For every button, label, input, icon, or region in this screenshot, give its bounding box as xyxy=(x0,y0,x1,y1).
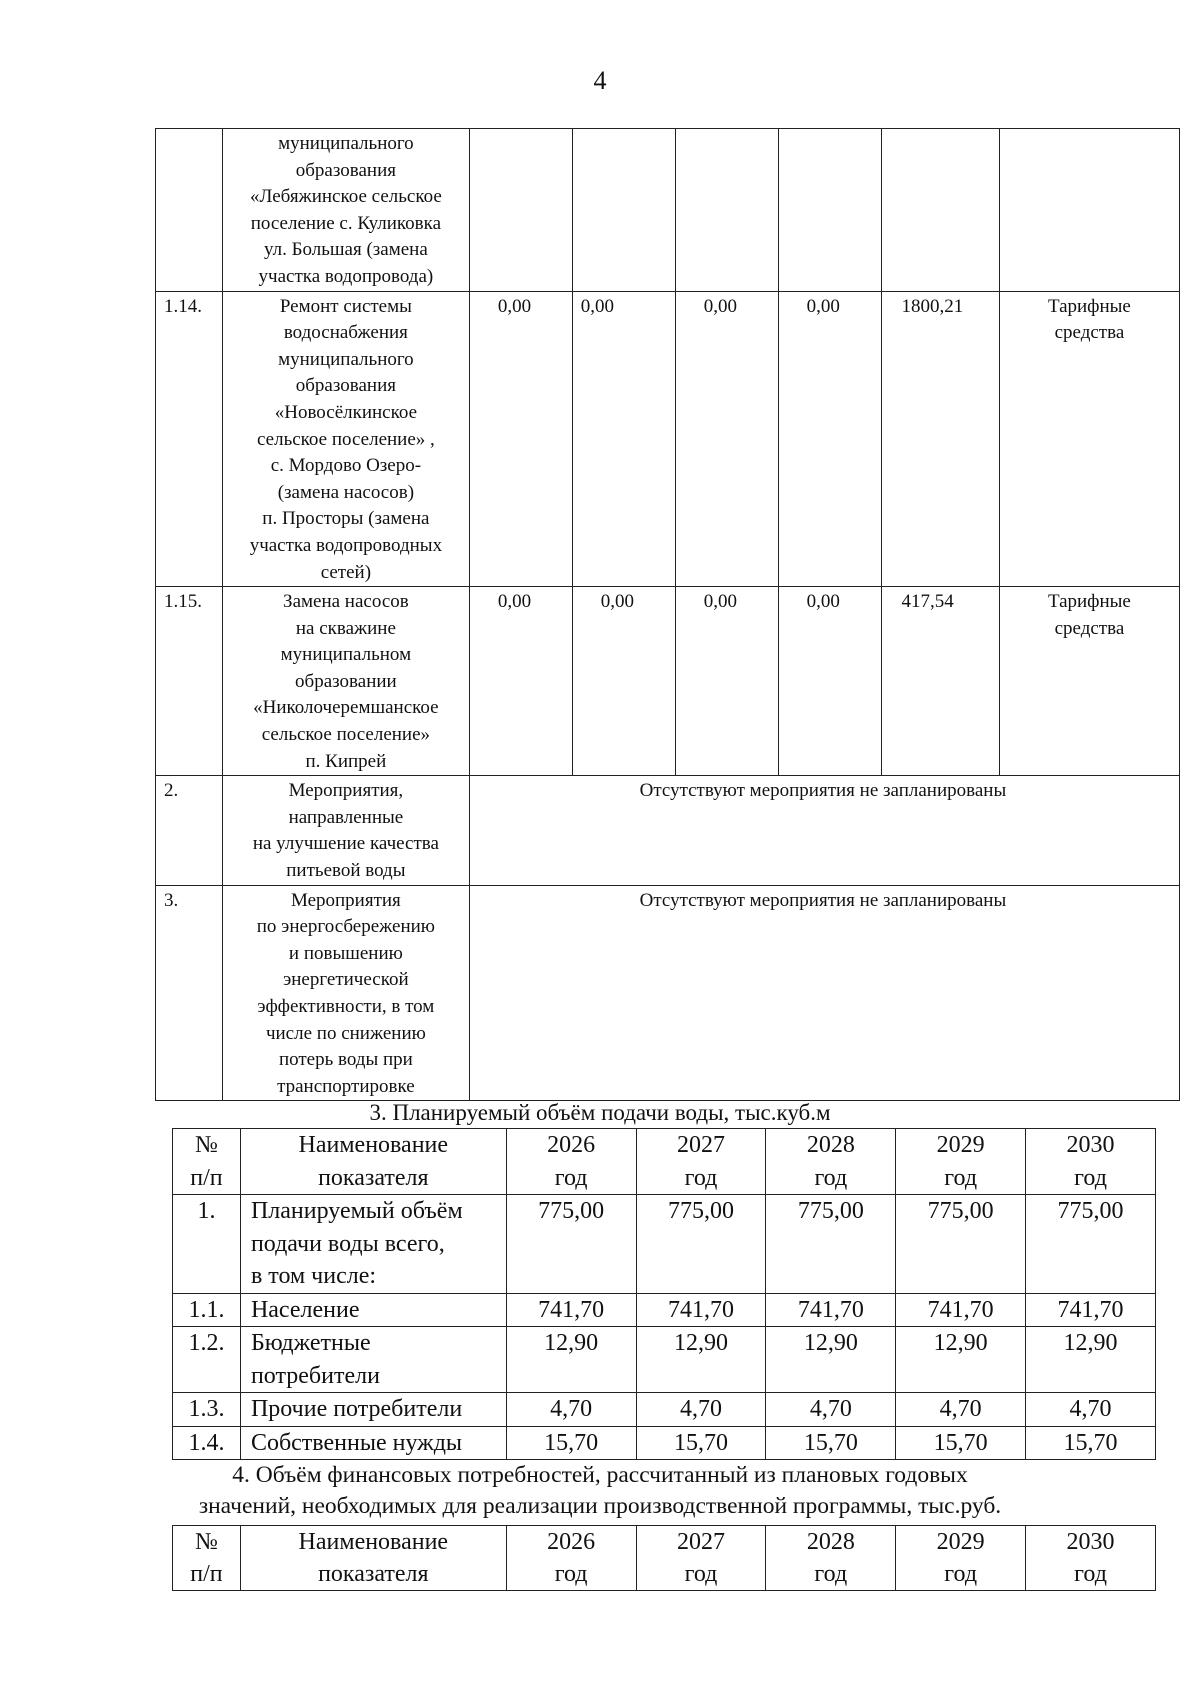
financial-needs-table xyxy=(172,1525,1156,1591)
table-row xyxy=(156,291,1180,587)
name-header: Наименование показателя xyxy=(240,1526,506,1591)
table-row xyxy=(173,1393,1156,1427)
source-cell: Тарифные средства xyxy=(999,587,1179,776)
section-4-title: 4. Объём финансовых потребностей, рассчитанный из плановых годовых значений, необходимых для реализации производственной программы, тыс.руб. xyxy=(198,1462,1002,1519)
value-cell: 15,70 xyxy=(506,1426,636,1460)
value-cell: 0,00 xyxy=(675,587,778,776)
value-cell: 12,90 xyxy=(636,1327,766,1393)
value-cell: 0,00 xyxy=(675,291,778,587)
row-number: 1.15. xyxy=(156,587,223,776)
value-cell: 0,00 xyxy=(469,587,572,776)
value-cell: 775,00 xyxy=(896,1195,1026,1294)
name-cell: Мероприятия, направленные на улучшение качества питьевой воды xyxy=(222,776,469,885)
value-cell: 15,70 xyxy=(636,1426,766,1460)
water-supply-volume-table xyxy=(172,1128,1156,1460)
table-row xyxy=(173,1195,1156,1294)
year-header: 2029 год xyxy=(896,1129,1026,1195)
num-header: № п/п xyxy=(173,1526,241,1591)
value-cell: 0,00 xyxy=(572,587,675,776)
header-row xyxy=(173,1129,1156,1195)
value-cell: 741,70 xyxy=(506,1293,636,1327)
table-row xyxy=(156,587,1180,776)
year-header: 2030 год xyxy=(1026,1129,1156,1195)
row-number: 1.2. xyxy=(173,1327,241,1393)
value-cell xyxy=(675,129,778,292)
value-cell: 4,70 xyxy=(766,1393,896,1427)
value-cell: 741,70 xyxy=(766,1293,896,1327)
table-row xyxy=(156,129,1180,292)
value-cell: 741,70 xyxy=(636,1293,766,1327)
value-cell: 4,70 xyxy=(506,1393,636,1427)
name-cell: Бюджетные потребители xyxy=(240,1327,506,1393)
value-cell: 0,00 xyxy=(778,291,881,587)
num-header: № п/п xyxy=(173,1129,241,1195)
name-cell: Прочие потребители xyxy=(240,1393,506,1427)
value-cell: 741,70 xyxy=(896,1293,1026,1327)
value-cell: 775,00 xyxy=(766,1195,896,1294)
year-header: 2026 год xyxy=(506,1129,636,1195)
value-cell: 1800,21 xyxy=(881,291,999,587)
value-cell: 4,70 xyxy=(636,1393,766,1427)
name-cell: Собственные нужды xyxy=(240,1426,506,1460)
value-cell xyxy=(572,129,675,292)
value-cell: 12,90 xyxy=(506,1327,636,1393)
name-cell: Замена насосов на скважине муниципальном образовании «Николочеремшанское сельское поселение» п. Кипрей xyxy=(222,587,469,776)
value-cell: 775,00 xyxy=(506,1195,636,1294)
value-cell: 775,00 xyxy=(1026,1195,1156,1294)
no-measures-note: Отсутствуют мероприятия не запланированы xyxy=(469,885,1179,1101)
value-cell: 4,70 xyxy=(896,1393,1026,1427)
table-row xyxy=(173,1327,1156,1393)
value-cell: 12,90 xyxy=(766,1327,896,1393)
value-cell: 0,00 xyxy=(469,291,572,587)
value-cell: 741,70 xyxy=(1026,1293,1156,1327)
name-cell: Население xyxy=(240,1293,506,1327)
row-number: 1.1. xyxy=(173,1293,241,1327)
name-cell: Ремонт системы водоснабжения муниципального образования «Новосёлкинское сельское поселение» , с. Мордово Озеро- (замена насосов) п. Просторы (замена участка водопроводных сетей) xyxy=(222,291,469,587)
year-header: 2026 год xyxy=(506,1526,636,1591)
year-header: 2027 год xyxy=(636,1129,766,1195)
row-number: 2. xyxy=(156,776,223,885)
row-number: 3. xyxy=(156,885,223,1101)
row-number: 1.4. xyxy=(173,1426,241,1460)
value-cell: 775,00 xyxy=(636,1195,766,1294)
row-number: 1. xyxy=(173,1195,241,1294)
value-cell xyxy=(469,129,572,292)
page-number: 4 xyxy=(593,66,607,95)
table-row xyxy=(173,1426,1156,1460)
source-cell xyxy=(999,129,1179,292)
name-cell: Мероприятия по энергосбережению и повышению энергетической эффективности, в том числе по снижению потерь воды при транспортировке xyxy=(222,885,469,1101)
value-cell: 0,00 xyxy=(572,291,675,587)
value-cell: 417,54 xyxy=(881,587,999,776)
source-cell: Тарифные средства xyxy=(999,291,1179,587)
value-cell: 0,00 xyxy=(778,587,881,776)
no-measures-note: Отсутствуют мероприятия не запланированы xyxy=(469,776,1179,885)
year-header: 2028 год xyxy=(766,1129,896,1195)
name-cell: Планируемый объём подачи воды всего, в том числе: xyxy=(240,1195,506,1294)
value-cell: 12,90 xyxy=(1026,1327,1156,1393)
value-cell: 12,90 xyxy=(896,1327,1026,1393)
table-row xyxy=(173,1293,1156,1327)
year-header: 2030 год xyxy=(1026,1526,1156,1591)
value-cell xyxy=(778,129,881,292)
row-number: 1.14. xyxy=(156,291,223,587)
program-measures-table xyxy=(155,128,1180,1101)
value-cell: 4,70 xyxy=(1026,1393,1156,1427)
year-header: 2027 год xyxy=(636,1526,766,1591)
year-header: 2029 год xyxy=(896,1526,1026,1591)
section-3-title: 3. Планируемый объём подачи воды, тыс.куб.м xyxy=(369,1100,831,1125)
row-number: 1.3. xyxy=(173,1393,241,1427)
value-cell: 15,70 xyxy=(1026,1426,1156,1460)
value-cell xyxy=(881,129,999,292)
num-cell xyxy=(156,129,223,292)
name-header: Наименование показателя xyxy=(240,1129,506,1195)
header-row xyxy=(173,1526,1156,1591)
value-cell: 15,70 xyxy=(766,1426,896,1460)
name-cell: муниципального образования «Лебяжинское сельское поселение с. Куликовка ул. Большая (замена участка водопровода) xyxy=(222,129,469,292)
table-row xyxy=(156,776,1180,885)
table-row xyxy=(156,885,1180,1101)
year-header: 2028 год xyxy=(766,1526,896,1591)
value-cell: 15,70 xyxy=(896,1426,1026,1460)
